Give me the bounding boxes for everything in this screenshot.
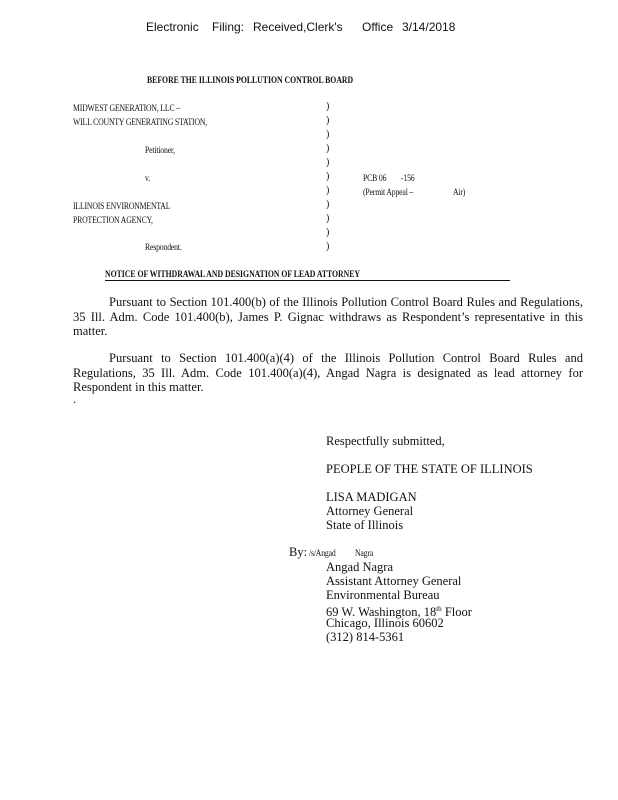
petitioner-role: Petitioner, [145,145,175,155]
stray-period: . [73,392,77,406]
case-number: -156 [401,173,415,183]
ag-state: State of Illinois [326,518,404,532]
city-state-zip: Chicago, Illinois 60602 [326,616,444,630]
header-date: 3/14/2018 [402,20,456,34]
phone-number: (312) 814-5361 [326,630,405,644]
permit-appeal: (Permit Appeal – [363,187,414,197]
street-address-floor: Floor [444,605,472,620]
respondent-role: Respondent. [145,242,182,252]
header-electronic: Electronic [146,20,199,34]
permit-air: Air) [453,187,466,197]
petitioner-line1: MIDWEST GENERATION, LLC – [73,103,180,113]
caption-paren: ) [326,213,330,224]
caption-paren: ) [326,143,330,154]
ag-title: Attorney General [326,504,414,518]
respondent-line2: PROTECTION AGENCY, [73,215,153,225]
notice-title-underline [105,280,510,281]
bureau: Environmental Bureau [326,588,440,602]
caption-paren: ) [326,227,330,238]
electronic-signature: /s/Angad [309,548,336,558]
attorney-name: Angad Nagra [326,560,393,574]
paragraph-designation [73,351,583,395]
respondent-line1: ILLINOIS ENVIRONMENTAL [73,201,171,211]
paragraph-designation-text: Pursuant to Section 101.400(a)(4) of the Illinois Pollution Control Board Rules and Regulations, 35 Ill. Adm. Code 101.400(a)(4), Angad Nagra is designated as lead attorney for Respondent in this matter. [73,351,583,394]
paragraph-withdrawal-text: Pursuant to Section 101.400(b) of the Illinois Pollution Control Board Rules and Regulations, 35 Ill. Adm. Code 101.400(b), James P. Gignac withdraws as Respondent’s representative in this matter. [73,295,583,338]
petitioner-line2: WILL COUNTY GENERATING STATION, [73,117,208,127]
street-address-text: 69 W. Washington, 18 [326,605,437,620]
by-label: By: [289,545,308,559]
caption-paren: ) [326,241,330,252]
caption-paren: ) [326,199,330,210]
versus: v. [145,173,150,183]
caption-paren: ) [326,171,330,182]
notice-title: NOTICE OF WITHDRAWAL AND DESIGNATION OF LEAD ATTORNEY [105,269,360,279]
caption-paren: ) [326,185,330,196]
street-address: 69 W. Washington, 18th Floor [326,605,472,620]
caption-paren: ) [326,129,330,140]
case-pcb: PCB 06 [363,173,387,183]
caption-paren: ) [326,157,330,168]
closing: Respectfully submitted, [326,434,445,448]
people-of-state: PEOPLE OF THE STATE OF ILLINOIS [326,462,533,476]
header-received: Received,Clerk's [253,20,343,34]
header-filing: Filing: [212,20,245,34]
ag-name: LISA MADIGAN [326,490,417,504]
attorney-title: Assistant Attorney General [326,574,462,588]
board-heading: BEFORE THE ILLINOIS POLLUTION CONTROL BOARD [147,75,354,85]
caption-paren: ) [326,115,330,126]
electronic-signature-surname: Nagra [355,548,374,558]
header-office: Office [362,20,394,34]
caption-paren: ) [326,101,330,112]
paragraph-withdrawal [73,295,583,339]
